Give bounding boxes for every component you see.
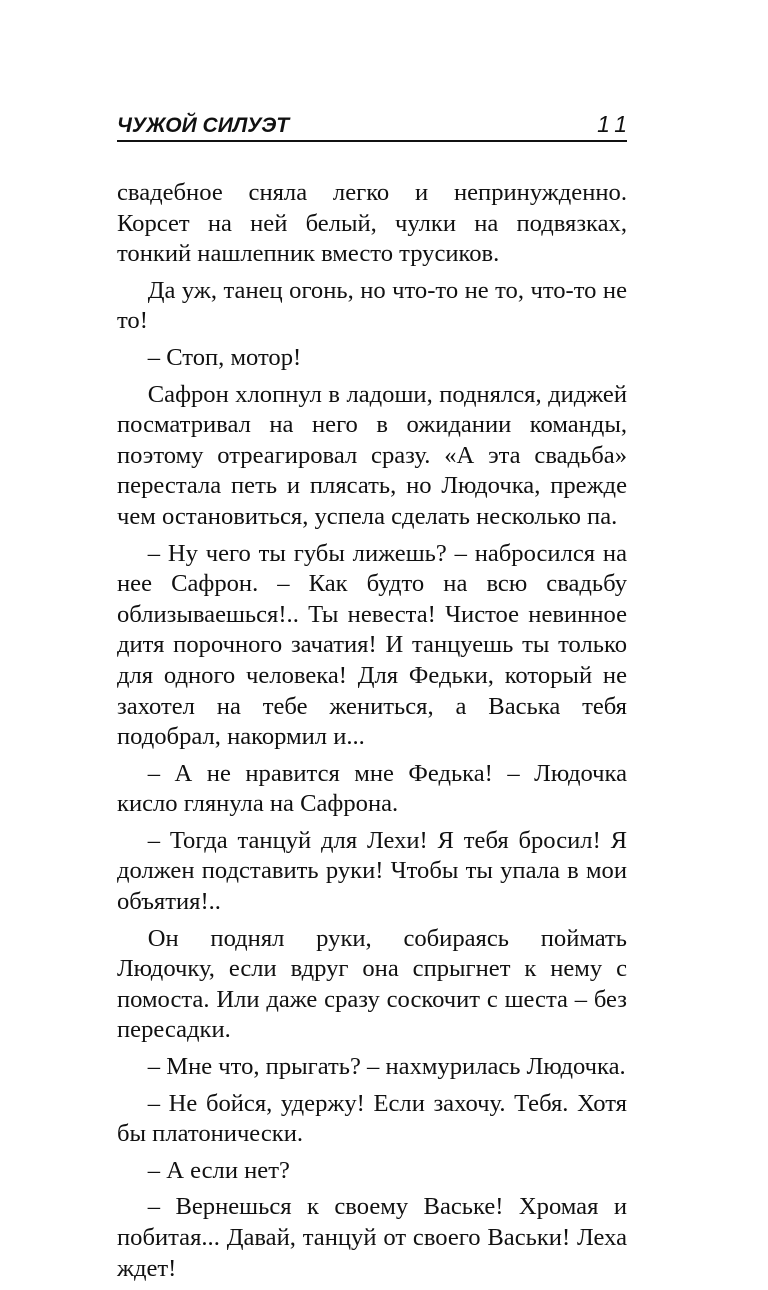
- paragraph: – Мне что, прыгать? – нахмурилась Людочка.: [147, 1053, 626, 1081]
- paragraph: – Стоп, мотор!: [147, 343, 302, 371]
- paragraph: свадебное сняла легко и непринужденно. Корсет на ней белый, чулки на подвязках, тонкий нашлепник вместо трусиков.: [117, 179, 627, 268]
- paragraph: – А если нет?: [147, 1156, 290, 1184]
- page-number: 11: [597, 111, 633, 137]
- paragraph: – А не нравится мне Федька! – Людочка кисло глянула на Сафрона.: [117, 759, 627, 818]
- paragraph: Да уж, танец огонь, но что-то не то, что-то не то!: [117, 276, 627, 335]
- paragraph: – Не бойся, удержу! Если захочу. Тебя. Хотя бы платонически.: [117, 1089, 627, 1148]
- running-title: ЧУЖОЙ СИЛУЭТ: [117, 114, 290, 137]
- paragraph: – Вернешься к своему Ваське! Хромая и побитая... Давай, танцуй от своего Васьки! Леха ждет!: [117, 1193, 627, 1282]
- paragraph: Он поднял руки, собираясь поймать Людочку, если вдруг она спрыгнет к нему с помоста. Или даже сразу соскочит с шеста – без пересадки.: [117, 924, 627, 1044]
- paragraph: – Тогда танцуй для Лехи! Я тебя бросил! Я должен подставить руки! Чтобы ты упала в мои объятия!..: [117, 826, 627, 916]
- book-page: [117, 108, 633, 1290]
- body-text: [117, 178, 627, 1284]
- paragraph: Сафрон хлопнул в ладоши, поднялся, диджей посматривал на него в ожидании команды, поэтому отреагировал сразу. «А эта свадьба» перестала петь и плясать, но Людочка, прежде чем остановиться, успела сделать несколько па.: [117, 380, 627, 530]
- running-head: [117, 108, 633, 142]
- paragraph: – Ну чего ты губы лижешь? – набросился на нее Сафрон. – Как будто на всю свадьбу облизываешься!.. Ты невеста! Чистое невинное дитя порочного зачатия! И танцуешь ты только для одного человека! Для Федьки, который не захотел на тебе жениться, а Васька тебя подобрал, накормил и...: [117, 539, 627, 751]
